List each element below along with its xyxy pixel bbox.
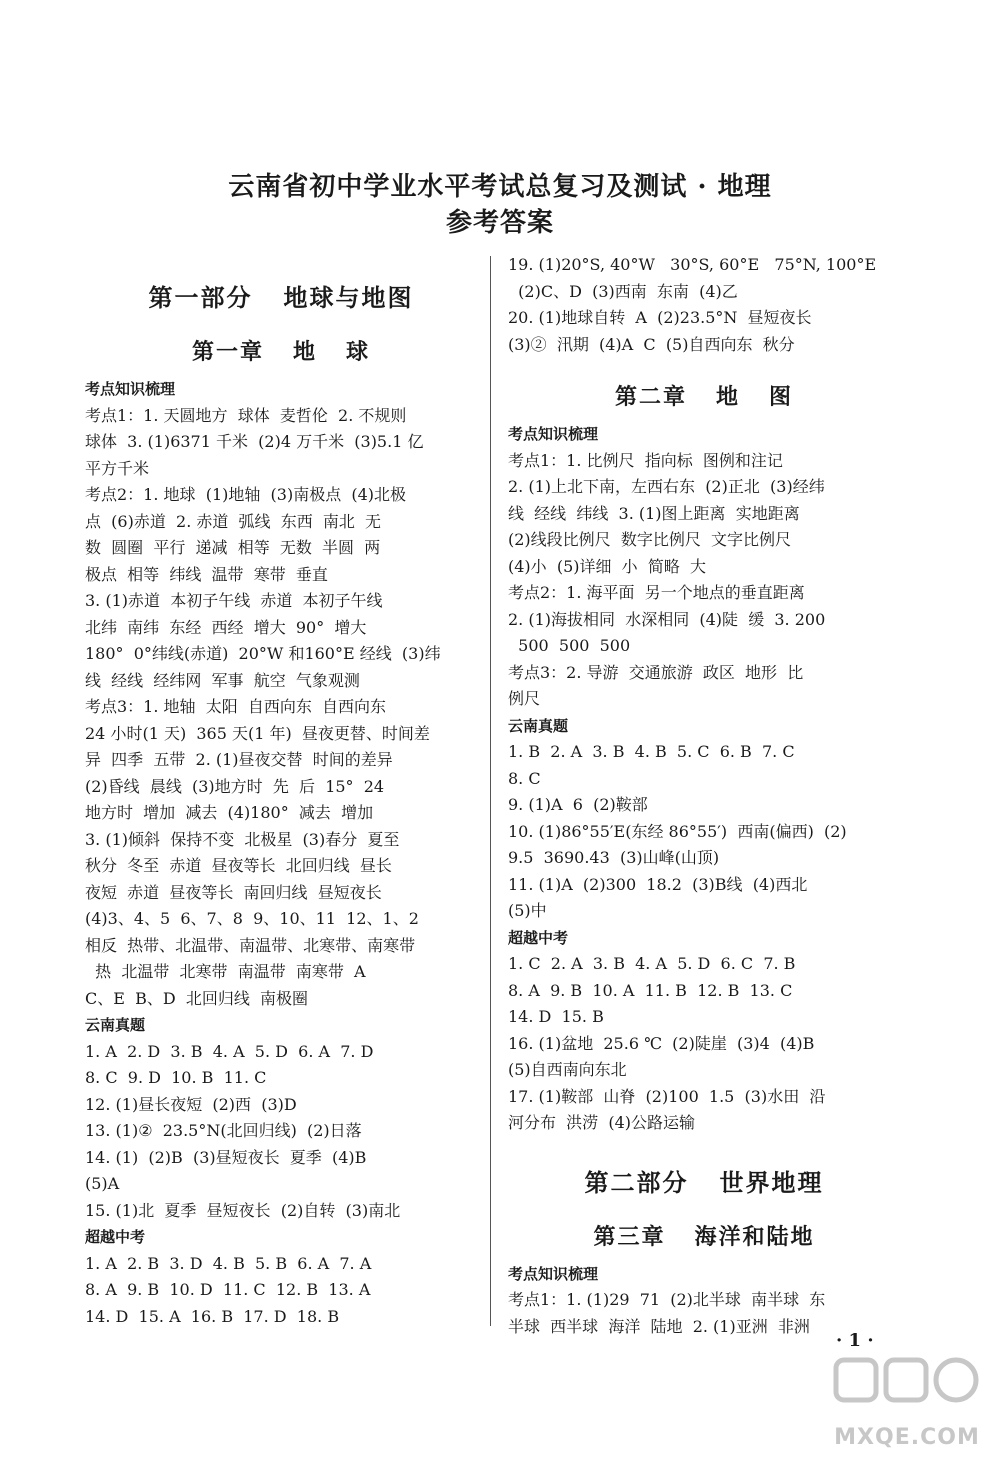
answer-line: 8. A 9. B 10. A 11. B 12. B 13. C [508, 980, 793, 1000]
answer-line: 9. (1)A 6 (2)鞍部 [508, 795, 648, 814]
answer-line: 16. (1)盆地 25.6 ℃ (2)陡崖 (3)4 (4)B [508, 1033, 815, 1053]
part-heading: 第一部分 地球与地图 [148, 283, 414, 312]
section-heading: 超越中考 [85, 1228, 146, 1246]
section-heading: 云南真题 [508, 716, 569, 735]
answer-line: (5)A [85, 1174, 120, 1193]
answer-line: 异 四季 五带 2. (1)昼夜交替 时间的差异 [85, 750, 393, 769]
answer-line: 14. D 15. B [508, 1007, 604, 1026]
document-title: 云南省初中学业水平考试总复习及测试 · 地理 [228, 172, 772, 202]
answer-line: 17. (1)鞍部 山脊 (2)100 1.5 (3)水田 沿 [508, 1086, 826, 1106]
answer-line: 24 小时(1 天) 365 天(1 年) 昼夜更替、时间差 [85, 723, 430, 743]
answer-block [85, 403, 477, 1013]
answer-block [508, 448, 900, 713]
answer-block [508, 739, 900, 925]
answer-line: 平方千米 [85, 458, 150, 478]
part-heading: 第二部分 世界地理 [584, 1167, 824, 1197]
answer-block [85, 1251, 477, 1331]
answer-line: 8. A 9. B 10. D 11. C 12. B 13. A [85, 1280, 371, 1299]
answer-line: C、E B、D 北回归线 南极圈 [85, 988, 309, 1008]
answer-line: 半球 西半球 海洋 陆地 2. (1)亚洲 非洲 [508, 1316, 810, 1336]
answer-line: 15. (1)北 夏季 昼短夜长 (2)自转 (3)南北 [85, 1200, 401, 1220]
watermark-text: MXQE.COM [834, 1425, 980, 1450]
answer-line: 180° 0°纬线(赤道) 20°W 和160°E 经线 (3)纬 [85, 644, 441, 663]
column-divider [490, 256, 491, 1326]
answer-line: (4)3、4、5 6、7、8 9、10、11 12、1、2 [85, 909, 419, 928]
answer-line: 1. A 2. D 3. B 4. A 5. D 6. A 7. D [85, 1041, 374, 1061]
answer-line: 10. (1)86°55′E(东经 86°55′) 西南(偏西) (2) [508, 821, 847, 841]
chapter-heading: 第三章 海洋和陆地 [593, 1223, 815, 1250]
answer-line: (5)自西南向东北 [508, 1060, 627, 1079]
watermark-logo [832, 1354, 982, 1450]
answer-block [508, 951, 900, 1137]
section-heading: 云南真题 [85, 1016, 146, 1034]
answer-line: 北纬 南纬 东经 西经 增大 90° 增大 [85, 617, 367, 637]
answer-line: 夜短 赤道 昼夜等长 南回归线 昼短夜长 [85, 882, 382, 902]
answer-line: 线 经线 经纬网 军事 航空 气象观测 [85, 670, 360, 690]
answer-line: 考点2：1. 海平面 另一个地点的垂直距离 [508, 583, 805, 602]
answer-line: 1. B 2. A 3. B 4. B 5. C 6. B 7. C [508, 742, 795, 761]
left-column [85, 252, 477, 1330]
watermark-icon [832, 1354, 982, 1414]
answer-line: (5)中 [508, 901, 547, 920]
answer-line: 线 经线 纬线 3. (1)图上距离 实地距离 [508, 503, 800, 523]
answer-block [508, 252, 900, 358]
section-heading: 考点知识梳理 [508, 425, 599, 443]
answer-line: 考点3：1. 地轴 太阳 自西向东 自西向东 [85, 697, 387, 716]
answer-line: (4)小 (5)详细 小 简略 大 [508, 556, 707, 576]
chapter-heading: 第一章 地 球 [192, 339, 370, 365]
answer-line: 例尺 [508, 689, 541, 708]
chapter-heading: 第二章 地 图 [615, 384, 793, 410]
answer-line: 考点3：2. 导游 交通旅游 政区 地形 比 [508, 662, 804, 682]
answer-line: (3)② 汛期 (4)A C (5)自西向东 秋分 [508, 334, 795, 354]
answer-line: 极点 相等 纬线 温带 寒带 垂直 [85, 564, 328, 584]
answer-line: 考点1：1. 比例尺 指向标 图例和注记 [508, 450, 783, 470]
answer-line: 地方时 增加 减去 (4)180° 减去 增加 [85, 803, 374, 822]
section-heading: 考点知识梳理 [85, 380, 176, 398]
answer-line: 3. (1)赤道 本初子午线 赤道 本初子午线 [85, 591, 383, 610]
section-heading: 考点知识梳理 [508, 1264, 599, 1283]
answer-block [85, 1039, 477, 1225]
answer-line: 1. A 2. B 3. D 4. B 5. B 6. A 7. A [85, 1253, 372, 1273]
answer-line: 19. (1)20°S, 40°W 30°S, 60°E 75°N, 100°E [508, 255, 877, 274]
answer-line: 11. (1)A (2)300 18.2 (3)B线 (4)西北 [508, 874, 808, 894]
answer-line: 3. (1)倾斜 保持不变 北极星 (3)春分 夏至 [85, 829, 400, 849]
answer-line: 相反 热带、北温带、南温带、北寒带、南寒带 [85, 935, 416, 955]
section-heading: 超越中考 [508, 928, 569, 947]
answer-line: 数 圆圈 平行 递减 相等 无数 半圆 两 [85, 538, 381, 557]
answer-line: 12. (1)昼长夜短 (2)西 (3)D [85, 1094, 297, 1114]
answer-line: 热 北温带 北寒带 南温带 南寒带 A [85, 962, 366, 981]
answer-line: (2)昏线 晨线 (3)地方时 先 后 15° 24 [85, 776, 385, 796]
answer-line: 考点1：1. 天圆地方 球体 麦哲伦 2. 不规则 [85, 405, 407, 425]
answer-line: 河分布 洪涝 (4)公路运输 [508, 1113, 696, 1132]
answer-line: 14. (1) (2)B (3)昼短夜长 夏季 (4)B [85, 1147, 367, 1167]
answer-line: (2)C、D (3)西南 东南 (4)乙 [508, 281, 738, 301]
page-number: · 1 · [836, 1330, 874, 1351]
answer-line: 8. C 9. D 10. B 11. C [85, 1068, 267, 1087]
answer-line: 点 (6)赤道 2. 赤道 弧线 东西 南北 无 [85, 511, 382, 531]
answer-line: 500 500 500 [508, 636, 631, 655]
answer-line: 球体 3. (1)6371 千米 (2)4 万千米 (3)5.1 亿 [85, 432, 424, 451]
right-column [508, 252, 900, 1340]
answer-line: 13. (1)② 23.5°N(北回归线) (2)日落 [85, 1121, 362, 1140]
answer-line: 20. (1)地球自转 A (2)23.5°N 昼短夜长 [508, 308, 812, 327]
answer-line: 1. C 2. A 3. B 4. A 5. D 6. C 7. B [508, 954, 796, 973]
answer-line: 2. (1)海拔相同 水深相同 (4)陡 缓 3. 200 [508, 609, 826, 629]
document-subtitle: 参考答案 [445, 208, 554, 238]
answer-line: 秋分 冬至 赤道 昼夜等长 北回归线 昼长 [85, 856, 392, 875]
answer-line: (2)线段比例尺 数字比例尺 文字比例尺 [508, 530, 792, 549]
answer-line: 14. D 15. A 16. B 17. D 18. B [85, 1306, 340, 1326]
answer-line: 9.5 3690.43 (3)山峰(山顶) [508, 848, 720, 867]
answer-line: 考点2：1. 地球 (1)地轴 (3)南极点 (4)北极 [85, 485, 407, 504]
answer-line: 8. C [508, 768, 541, 788]
answer-line: 考点1：1. (1)29 71 (2)北半球 南半球 东 [508, 1290, 826, 1309]
answer-line: 2. (1)上北下南，左西右东 (2)正北 (3)经纬 [508, 477, 825, 496]
